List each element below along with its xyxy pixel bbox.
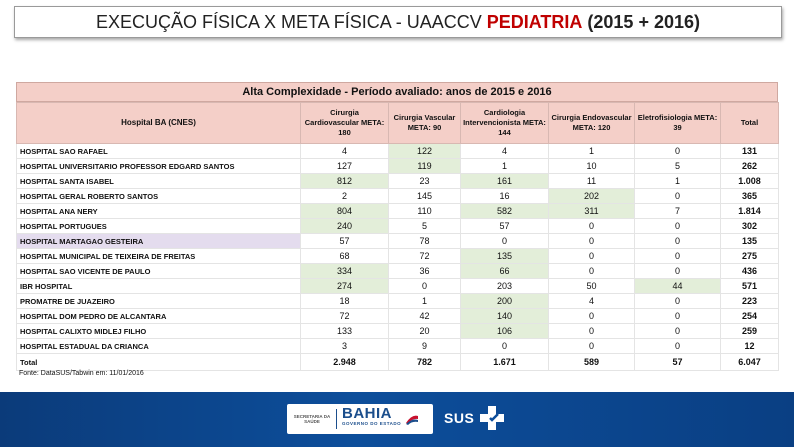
table-row bbox=[17, 159, 779, 174]
value-cell: 110 bbox=[389, 204, 461, 219]
hospital-name-cell: HOSPITAL SAO VICENTE DE PAULO bbox=[17, 264, 301, 279]
value-cell: 0 bbox=[549, 339, 635, 354]
hospital-name-cell: HOSPITAL ANA NERY bbox=[17, 204, 301, 219]
value-cell: 0 bbox=[635, 249, 721, 264]
value-cell: 202 bbox=[549, 189, 635, 204]
row-total-cell: 259 bbox=[721, 324, 779, 339]
row-total-cell: 131 bbox=[721, 144, 779, 159]
value-cell: 1 bbox=[635, 174, 721, 189]
value-cell: 42 bbox=[389, 309, 461, 324]
value-cell: 0 bbox=[549, 324, 635, 339]
value-cell: 23 bbox=[389, 174, 461, 189]
row-total-cell: 1.814 bbox=[721, 204, 779, 219]
governo-label: GOVERNO DO ESTADO bbox=[342, 421, 402, 426]
total-value-cell: 1.671 bbox=[461, 354, 549, 371]
hospital-name-cell: HOSPITAL DOM PEDRO DE ALCANTARA bbox=[17, 309, 301, 324]
slide-title bbox=[14, 6, 782, 38]
value-cell: 50 bbox=[549, 279, 635, 294]
hospital-name-cell: HOSPITAL SAO RAFAEL bbox=[17, 144, 301, 159]
value-cell: 127 bbox=[301, 159, 389, 174]
table-row bbox=[17, 174, 779, 189]
bahia-logo bbox=[287, 404, 433, 434]
value-cell: 7 bbox=[635, 204, 721, 219]
value-cell: 0 bbox=[549, 234, 635, 249]
value-cell: 36 bbox=[389, 264, 461, 279]
value-cell: 0 bbox=[549, 264, 635, 279]
hospital-name-cell: HOSPITAL GERAL ROBERTO SANTOS bbox=[17, 189, 301, 204]
hospital-name-cell: HOSPITAL SANTA ISABEL bbox=[17, 174, 301, 189]
row-total-cell: 275 bbox=[721, 249, 779, 264]
hospital-name-cell: IBR HOSPITAL bbox=[17, 279, 301, 294]
value-cell: 44 bbox=[635, 279, 721, 294]
sus-logo bbox=[444, 404, 506, 432]
table-row bbox=[17, 204, 779, 219]
secretaria-label: SECRETARIA DA SAÚDE bbox=[293, 414, 331, 424]
total-row bbox=[17, 354, 779, 371]
value-cell: 135 bbox=[461, 249, 549, 264]
value-cell: 106 bbox=[461, 324, 549, 339]
column-header: Total bbox=[721, 103, 779, 144]
value-cell: 0 bbox=[635, 309, 721, 324]
total-value-cell: 6.047 bbox=[721, 354, 779, 371]
table-row bbox=[17, 324, 779, 339]
value-cell: 78 bbox=[389, 234, 461, 249]
table-row bbox=[17, 219, 779, 234]
value-cell: 11 bbox=[549, 174, 635, 189]
bahia-flag-icon bbox=[405, 412, 419, 426]
value-cell: 0 bbox=[635, 339, 721, 354]
value-cell: 240 bbox=[301, 219, 389, 234]
value-cell: 0 bbox=[635, 219, 721, 234]
title-highlight: PEDIATRIA bbox=[486, 11, 583, 32]
table-row bbox=[17, 309, 779, 324]
table-row bbox=[17, 279, 779, 294]
row-total-cell: 571 bbox=[721, 279, 779, 294]
hospital-name-cell: HOSPITAL MUNICIPAL DE TEIXEIRA DE FREITAS bbox=[17, 249, 301, 264]
value-cell: 72 bbox=[301, 309, 389, 324]
hospital-name-cell: HOSPITAL UNIVERSITARIO PROFESSOR EDGARD SANTOS bbox=[17, 159, 301, 174]
table-row bbox=[17, 249, 779, 264]
value-cell: 68 bbox=[301, 249, 389, 264]
value-cell: 3 bbox=[301, 339, 389, 354]
hospital-name-cell: HOSPITAL PORTUGUES bbox=[17, 219, 301, 234]
value-cell: 2 bbox=[301, 189, 389, 204]
total-value-cell: 57 bbox=[635, 354, 721, 371]
value-cell: 0 bbox=[461, 339, 549, 354]
row-total-cell: 1.008 bbox=[721, 174, 779, 189]
row-total-cell: 254 bbox=[721, 309, 779, 324]
value-cell: 1 bbox=[389, 294, 461, 309]
value-cell: 119 bbox=[389, 159, 461, 174]
bahia-text-block bbox=[342, 405, 402, 429]
value-cell: 0 bbox=[635, 144, 721, 159]
logo-divider bbox=[336, 409, 337, 429]
value-cell: 0 bbox=[389, 279, 461, 294]
value-cell: 1 bbox=[549, 144, 635, 159]
value-cell: 334 bbox=[301, 264, 389, 279]
value-cell: 18 bbox=[301, 294, 389, 309]
value-cell: 72 bbox=[389, 249, 461, 264]
table-row bbox=[17, 294, 779, 309]
column-header: Hospital BA (CNES) bbox=[17, 103, 301, 144]
table-body bbox=[17, 144, 779, 371]
total-value-cell: 782 bbox=[389, 354, 461, 371]
value-cell: 133 bbox=[301, 324, 389, 339]
value-cell: 57 bbox=[301, 234, 389, 249]
value-cell: 122 bbox=[389, 144, 461, 159]
value-cell: 10 bbox=[549, 159, 635, 174]
column-header: Cirurgia Cardiovascular META: 180 bbox=[301, 103, 389, 144]
health-cross-icon bbox=[478, 404, 506, 432]
value-cell: 804 bbox=[301, 204, 389, 219]
value-cell: 0 bbox=[549, 309, 635, 324]
value-cell: 66 bbox=[461, 264, 549, 279]
bahia-wordmark: BAHIA bbox=[342, 405, 392, 422]
value-cell: 0 bbox=[635, 264, 721, 279]
value-cell: 0 bbox=[549, 219, 635, 234]
table-row bbox=[17, 264, 779, 279]
value-cell: 812 bbox=[301, 174, 389, 189]
column-header: Cirurgia Endovascular META: 120 bbox=[549, 103, 635, 144]
value-cell: 0 bbox=[635, 189, 721, 204]
value-cell: 0 bbox=[461, 234, 549, 249]
hospital-name-cell: PROMATRE DE JUAZEIRO bbox=[17, 294, 301, 309]
column-header: Cirurgia Vascular META: 90 bbox=[389, 103, 461, 144]
value-cell: 582 bbox=[461, 204, 549, 219]
table-row bbox=[17, 144, 779, 159]
value-cell: 16 bbox=[461, 189, 549, 204]
data-table-panel bbox=[16, 82, 778, 384]
row-total-cell: 135 bbox=[721, 234, 779, 249]
sus-wordmark: SUS bbox=[444, 410, 475, 426]
hospital-name-cell: HOSPITAL MARTAGAO GESTEIRA bbox=[17, 234, 301, 249]
title-prefix: EXECUÇÃO FÍSICA X META FÍSICA - UAACCV bbox=[95, 11, 482, 32]
row-total-cell: 302 bbox=[721, 219, 779, 234]
title-years: (2015 + 2016) bbox=[587, 11, 700, 32]
value-cell: 5 bbox=[389, 219, 461, 234]
table-row bbox=[17, 234, 779, 249]
table-row bbox=[17, 339, 779, 354]
value-cell: 20 bbox=[389, 324, 461, 339]
row-total-cell: 365 bbox=[721, 189, 779, 204]
value-cell: 140 bbox=[461, 309, 549, 324]
value-cell: 274 bbox=[301, 279, 389, 294]
value-cell: 161 bbox=[461, 174, 549, 189]
data-table bbox=[16, 102, 779, 371]
table-header-row bbox=[17, 103, 779, 144]
total-label: Total bbox=[17, 354, 301, 371]
source-note: Fonte: DataSUS/Tabwin em: 11/01/2016 bbox=[19, 370, 144, 377]
table-caption: Alta Complexidade - Período avaliado: anos de 2015 e 2016 bbox=[16, 82, 778, 102]
table-row bbox=[17, 189, 779, 204]
row-total-cell: 436 bbox=[721, 264, 779, 279]
value-cell: 5 bbox=[635, 159, 721, 174]
value-cell: 4 bbox=[461, 144, 549, 159]
value-cell: 0 bbox=[549, 249, 635, 264]
value-cell: 57 bbox=[461, 219, 549, 234]
hospital-name-cell: HOSPITAL CALIXTO MIDLEJ FILHO bbox=[17, 324, 301, 339]
row-total-cell: 262 bbox=[721, 159, 779, 174]
value-cell: 200 bbox=[461, 294, 549, 309]
total-value-cell: 2.948 bbox=[301, 354, 389, 371]
hospital-name-cell: HOSPITAL ESTADUAL DA CRIANCA bbox=[17, 339, 301, 354]
value-cell: 4 bbox=[301, 144, 389, 159]
row-total-cell: 223 bbox=[721, 294, 779, 309]
value-cell: 4 bbox=[549, 294, 635, 309]
value-cell: 0 bbox=[635, 234, 721, 249]
value-cell: 203 bbox=[461, 279, 549, 294]
value-cell: 0 bbox=[635, 324, 721, 339]
row-total-cell: 12 bbox=[721, 339, 779, 354]
total-value-cell: 589 bbox=[549, 354, 635, 371]
column-header: Eletrofisiologia META: 39 bbox=[635, 103, 721, 144]
column-header: Cardiologia Intervencionista META: 144 bbox=[461, 103, 549, 144]
value-cell: 145 bbox=[389, 189, 461, 204]
value-cell: 1 bbox=[461, 159, 549, 174]
value-cell: 9 bbox=[389, 339, 461, 354]
value-cell: 311 bbox=[549, 204, 635, 219]
value-cell: 0 bbox=[635, 294, 721, 309]
